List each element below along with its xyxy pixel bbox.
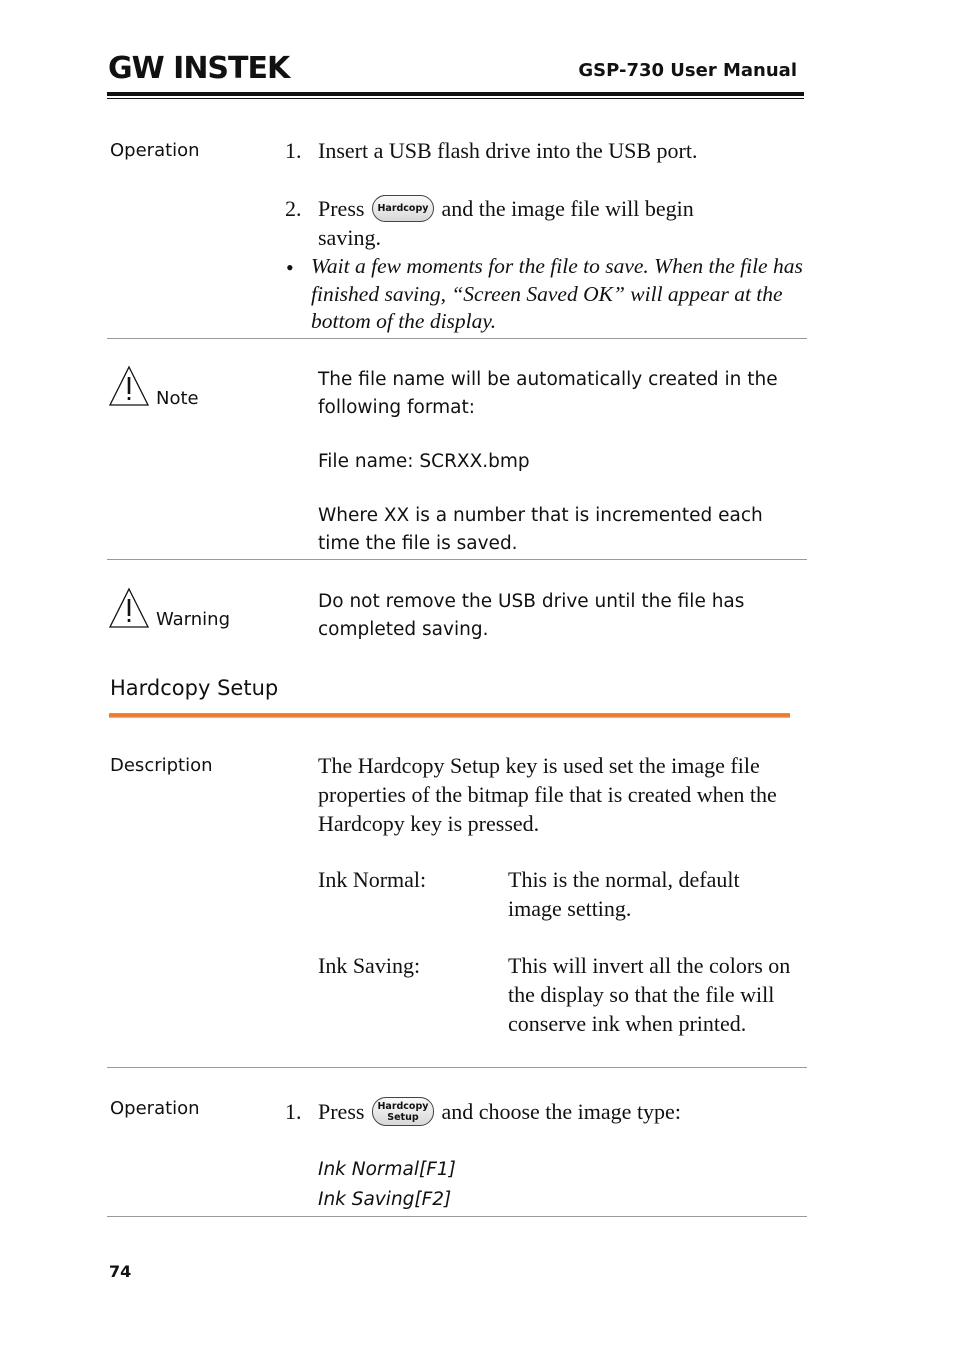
document-title: GSP-730 User Manual: [578, 60, 797, 81]
step-text: [318, 194, 798, 223]
key-label-line1: Hardcopy: [377, 1100, 429, 1112]
warning-label: Warning: [156, 609, 231, 630]
step-text: [318, 1097, 681, 1126]
step-text-after: and choose the image type:: [441, 1099, 681, 1124]
ink-normal-definition: This is the normal, default image setting.: [508, 867, 740, 921]
bullet-note: Wait a few moments for the file to save. When the file has finished saving, “Screen Saved OK” will appear at the bottom of the display.: [311, 254, 803, 333]
press-word: Press: [318, 196, 365, 221]
operation-label: Operation: [110, 1098, 200, 1119]
divider: [107, 338, 807, 339]
brand-logo: GW INSTEK: [108, 51, 290, 86]
bullet-icon: •: [286, 255, 294, 280]
divider: [107, 1067, 807, 1068]
page-number: 74: [109, 1262, 132, 1281]
header-rule-thin: [107, 98, 804, 99]
ink-saving-definition: This will invert all the colors on the display so that the file will conserve ink when printed.: [508, 953, 791, 1036]
option-ink-saving: Ink Saving[F2]: [318, 1189, 452, 1210]
press-word: Press: [318, 1099, 365, 1124]
option-ink-normal: Ink Normal[F1]: [318, 1159, 456, 1180]
note-paragraph: Where XX is a number that is incremented each time the file is saved.: [318, 505, 763, 554]
section-rule: [109, 713, 790, 718]
warning-triangle-icon: [108, 587, 150, 629]
warning-text: Do not remove the USB drive until the file has completed saving.: [318, 591, 745, 640]
note-paragraph: The file name will be automatically created in the following format:: [318, 369, 778, 418]
note-label: Note: [156, 388, 199, 409]
hardcopy-key-icon: Hardcopy: [372, 195, 434, 222]
step-number: 2.: [285, 196, 302, 221]
step-number: 1.: [285, 1099, 302, 1124]
section-heading: Hardcopy Setup: [110, 676, 279, 700]
header-rule: [107, 92, 804, 96]
ink-saving-term: Ink Saving:: [318, 953, 421, 978]
ink-normal-term: Ink Normal:: [318, 867, 427, 892]
step-text: Insert a USB flash drive into the USB port.: [318, 138, 698, 163]
description-label: Description: [110, 755, 213, 776]
hardcopy-setup-key-icon: [372, 1097, 434, 1126]
step-text-continued: saving.: [318, 225, 381, 250]
note-filename: File name: SCRXX.bmp: [318, 451, 530, 472]
divider: [107, 559, 807, 560]
key-label-line2: Setup: [387, 1111, 419, 1123]
step-text-after: and the image file will begin: [441, 196, 694, 221]
divider: [107, 1216, 807, 1217]
caution-triangle-icon: [108, 365, 150, 407]
operation-label: Operation: [110, 140, 200, 161]
description-text: The Hardcopy Setup key is used set the image file properties of the bitmap file that is created when the Hardcopy key is pressed.: [318, 753, 777, 836]
step-number: 1.: [285, 138, 302, 163]
